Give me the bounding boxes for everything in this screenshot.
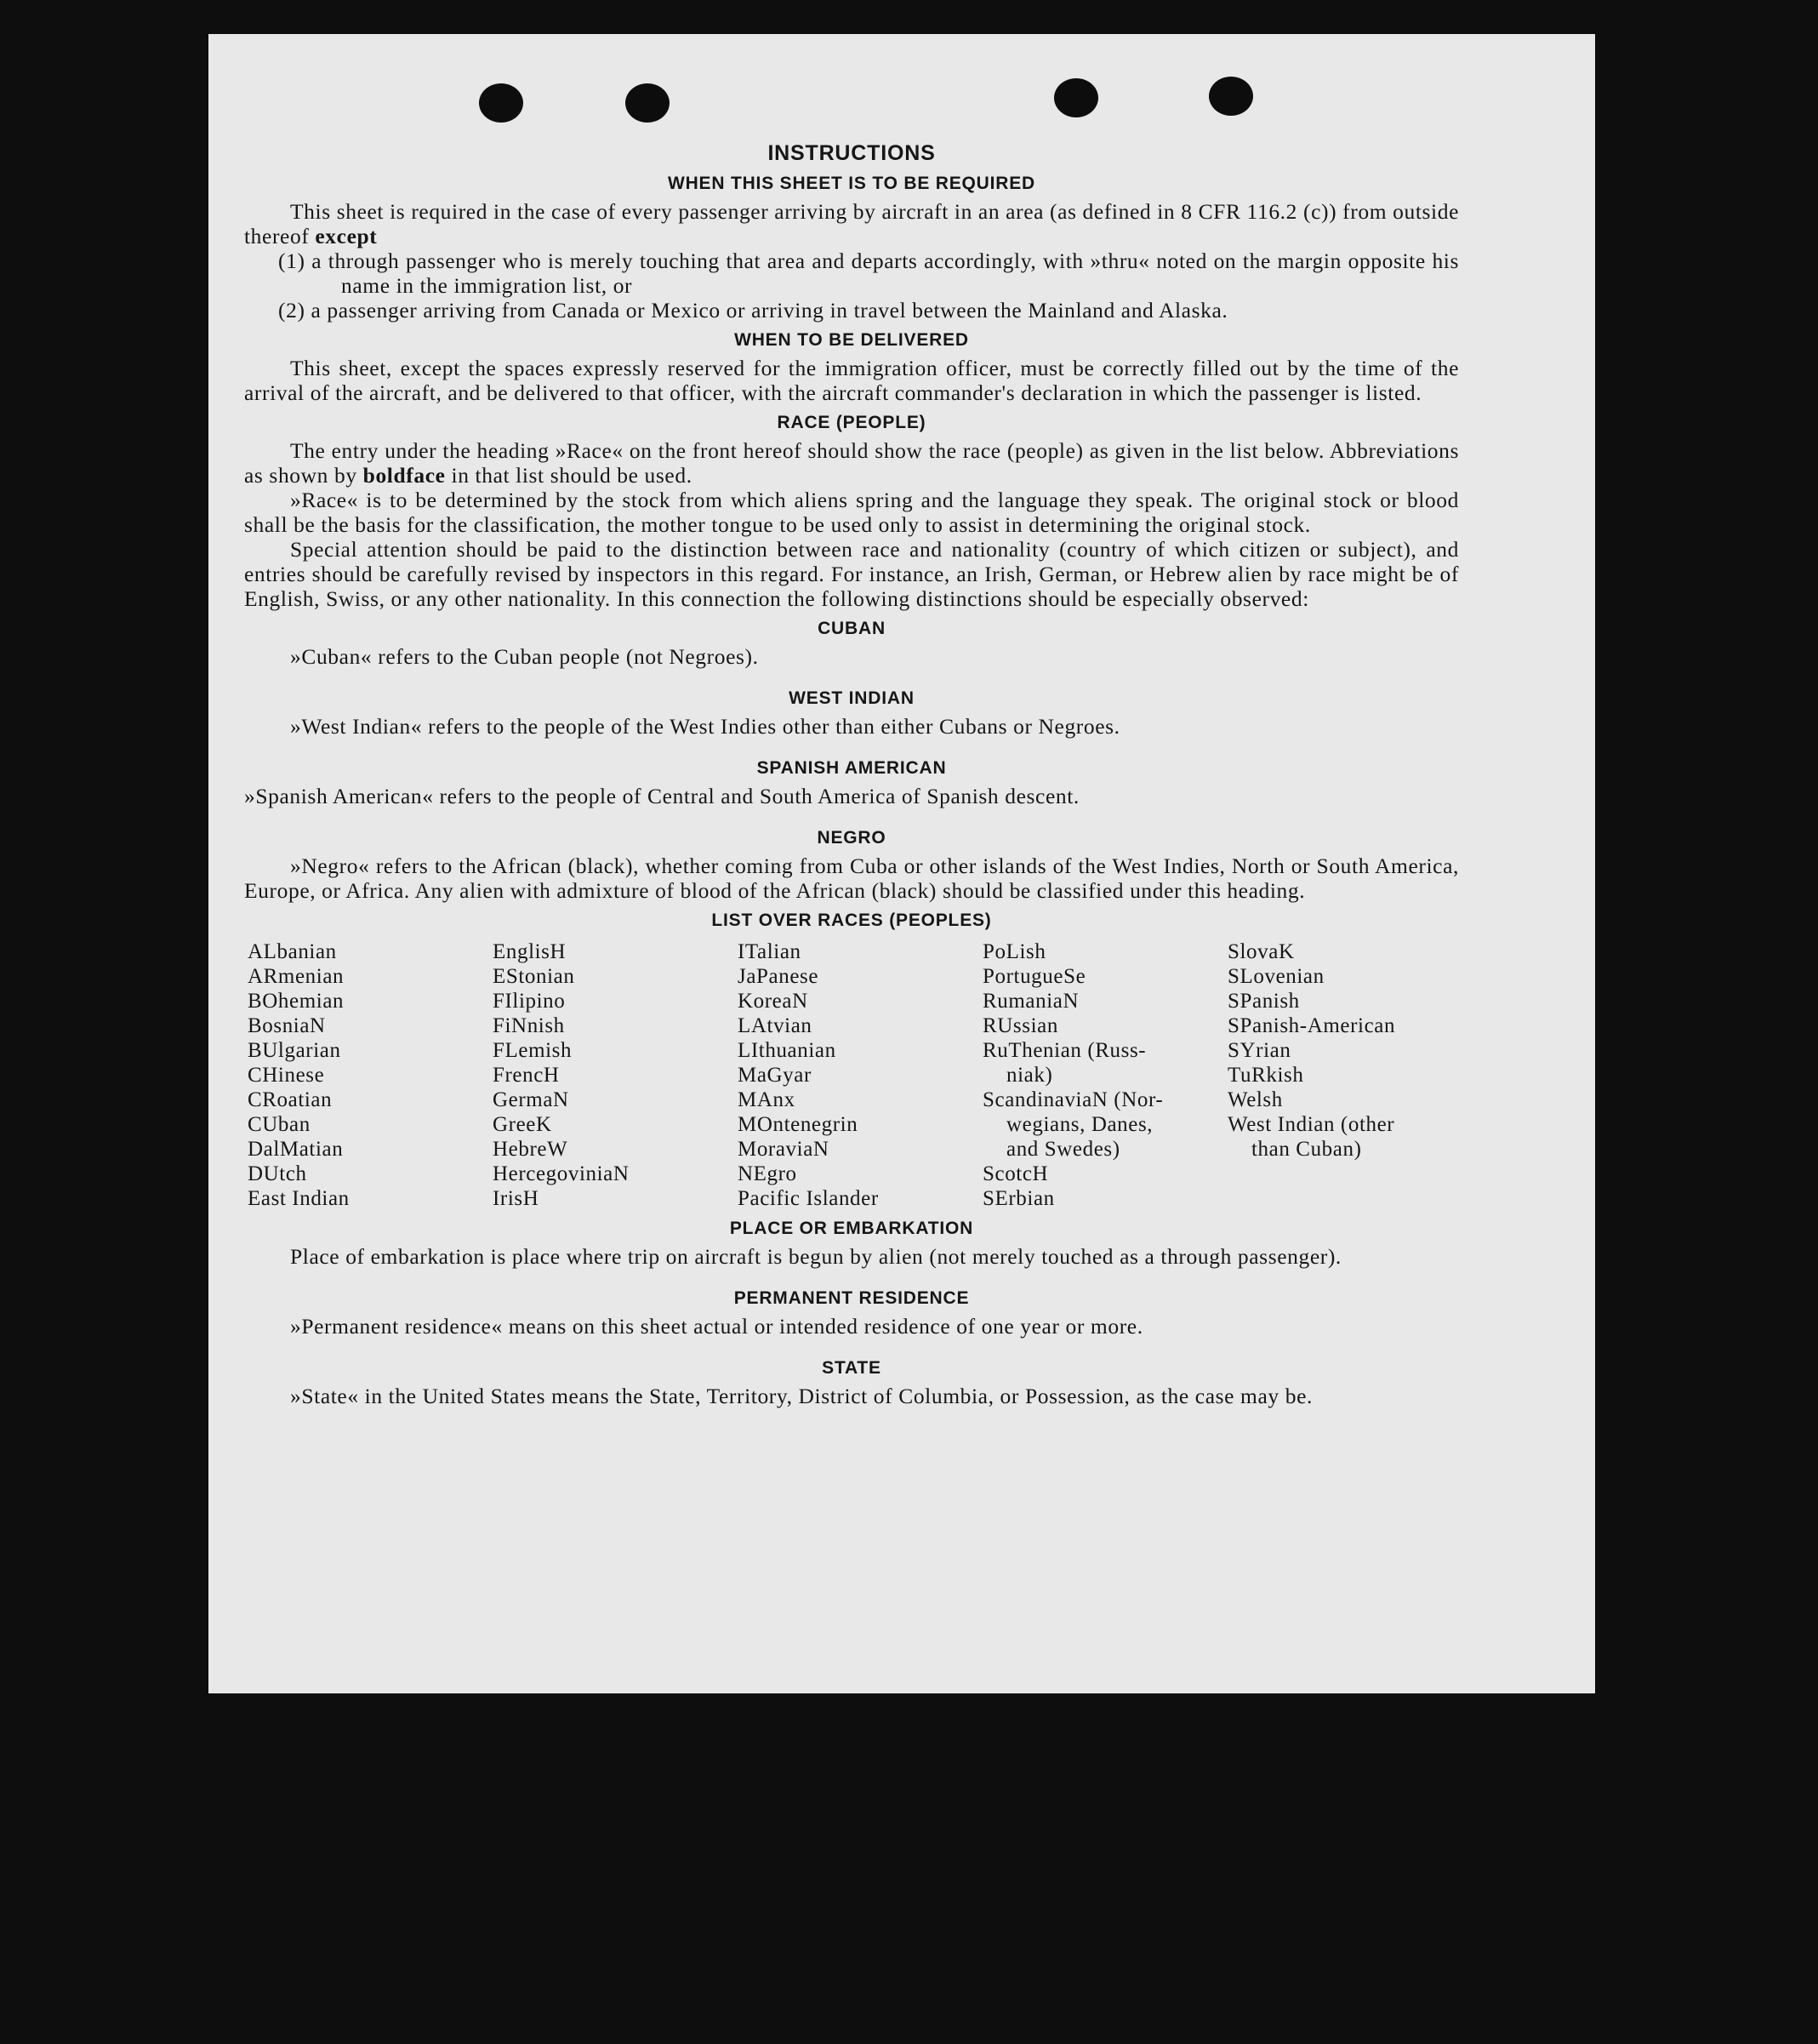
race-item: PortugueSe: [983, 965, 1086, 988]
paragraph: »Race« is to be determined by the stock from which aliens spring and the language they speak. The original stock or blood shall be the basis for the classification, the mother tongue to be used only to assist in determining the original stock.: [244, 488, 1459, 537]
section-heading: WHEN THIS SHEET IS TO BE REQUIRED: [667, 174, 1036, 193]
race-item: TuRkish: [1228, 1064, 1304, 1087]
section-heading: PERMANENT RESIDENCE: [733, 1288, 970, 1308]
race-item: IrisH: [493, 1187, 539, 1210]
race-item: RuThenian (Russ-: [983, 1039, 1147, 1062]
race-list: [248, 939, 1459, 1211]
race-item: HercegovinіaN: [493, 1162, 630, 1185]
race-item: East Indian: [248, 1187, 350, 1210]
paragraph: »Cuban« refers to the Cuban people (not Negroes).: [290, 644, 759, 669]
race-column: [493, 939, 738, 1211]
race-item: and Swedes): [1006, 1138, 1120, 1161]
race-item: NEgro: [738, 1162, 797, 1185]
race-item: SlovaK: [1228, 940, 1295, 963]
page-title: INSTRUCTIONS: [767, 141, 936, 165]
race-item: ScandinaviaN (Nor-: [983, 1088, 1164, 1111]
race-item: KoreaN: [738, 990, 808, 1013]
race-item: Pacific Islander: [738, 1187, 879, 1210]
race-item: DUtch: [248, 1162, 307, 1185]
race-item: BUlgarian: [248, 1039, 341, 1062]
section-heading: NEGRO: [817, 828, 886, 848]
race-item: MOntenegrin: [738, 1113, 858, 1136]
race-item: SYrian: [1228, 1039, 1291, 1062]
paragraph: »Spanish American« refers to the people of Central and South America of Spanish descent.: [244, 784, 1080, 808]
punch-hole: [479, 83, 523, 123]
race-item: CHinese: [248, 1064, 325, 1087]
section-heading: CUBAN: [818, 619, 886, 638]
race-item: SPanish: [1228, 990, 1300, 1013]
race-item: wegians, Danes,: [1006, 1113, 1154, 1136]
race-item: SLovenian: [1228, 965, 1325, 988]
race-item: niak): [1006, 1064, 1053, 1087]
section-heading: STATE: [822, 1358, 881, 1378]
race-column: [248, 939, 493, 1211]
list-item: (2) a passenger arriving from Canada or Mexico or arriving in travel between the Mainland and Alaska.: [278, 298, 1228, 323]
race-item: West Indian (other: [1228, 1113, 1395, 1136]
punch-hole: [1054, 78, 1098, 117]
race-item: MAnx: [738, 1088, 795, 1111]
section-heading: SPANISH AMERICAN: [756, 758, 947, 778]
race-item: JaPanese: [738, 965, 819, 988]
race-item: DalMatian: [248, 1138, 344, 1161]
race-item: than Cuban): [1251, 1138, 1362, 1161]
race-item: PoLish: [983, 940, 1046, 963]
race-item: RumaniaN: [983, 990, 1080, 1013]
list-item: (1) a through passenger who is merely touching that area and departs accordingly, with »thru« noted on the margin opposite his name in the immigration list, or: [278, 248, 1459, 298]
race-item: GreeK: [493, 1113, 552, 1136]
race-item: FiNnish: [493, 1014, 565, 1037]
race-column: [1228, 939, 1473, 1211]
race-item: HebreW: [493, 1138, 568, 1161]
punch-hole: [625, 83, 670, 123]
paragraph: This sheet, except the spaces expressly reserved for the immigration officer, must be correctly filled out by the time of the arrival of the aircraft, and be delivered to that officer, with the aircraft commander's declaration in which the passenger is listed.: [244, 356, 1459, 405]
race-item: MaGyar: [738, 1064, 812, 1087]
race-item: LAtvian: [738, 1014, 812, 1037]
section-heading: LIST OVER RACES (PEOPLES): [711, 911, 992, 930]
section-heading: WEST INDIAN: [789, 688, 915, 708]
race-item: ITalian: [738, 940, 801, 963]
race-item: CUban: [248, 1113, 311, 1136]
paragraph: »West Indian« refers to the people of the West Indies other than either Cubans or Negroes.: [290, 714, 1120, 739]
race-item: ScotcH: [983, 1162, 1049, 1185]
paragraph: »Permanent residence« means on this sheet actual or intended residence of one year or more.: [290, 1314, 1143, 1339]
race-column: [983, 939, 1228, 1211]
race-item: MoraviaN: [738, 1138, 829, 1161]
section-heading: WHEN TO BE DELIVERED: [734, 330, 969, 350]
race-item: Welsh: [1228, 1088, 1283, 1111]
race-item: RUssian: [983, 1014, 1058, 1037]
document-sheet: [208, 34, 1595, 1693]
section-heading: PLACE OR EMBARKATION: [729, 1219, 974, 1238]
punch-hole: [1209, 77, 1253, 116]
race-item: BOhemian: [248, 990, 345, 1013]
paragraph: Special attention should be paid to the distinction between race and nationality (country of which citizen or subject), and entries should be carefully revised by inspectors in this regard. For instance, an Irish, German, or Hebrew alien by race might be of English, Swiss, or any other nationality. In this connection the following distinctions should be especially observed:: [244, 537, 1459, 611]
race-item: LIthuanian: [738, 1039, 836, 1062]
paragraph: The entry under the heading »Race« on the front hereof should show the race (people) as given in the list below. Abbreviations as shown by boldface in that list should be used.: [244, 438, 1459, 488]
section-heading: RACE (PEOPLE): [777, 413, 926, 432]
race-item: CRoatian: [248, 1088, 333, 1111]
race-item: EStonian: [493, 965, 575, 988]
race-item: FLemish: [493, 1039, 573, 1062]
race-item: FIlipino: [493, 990, 566, 1013]
race-item: SPanish-American: [1228, 1014, 1396, 1037]
race-item: EnglisH: [493, 940, 567, 963]
race-item: SErbian: [983, 1187, 1055, 1210]
paragraph: »State« in the United States means the State, Territory, District of Columbia, or Possession, as the case may be.: [290, 1384, 1313, 1408]
paragraph: This sheet is required in the case of every passenger arriving by aircraft in an area (as defined in 8 CFR 116.2 (c)) from outside thereof except: [244, 199, 1459, 248]
race-item: GermaN: [493, 1088, 569, 1111]
race-column: [738, 939, 983, 1211]
race-item: ALbanian: [248, 940, 337, 963]
race-item: FrencH: [493, 1064, 560, 1087]
paragraph: Place of embarkation is place where trip on aircraft is begun by alien (not merely touched as a through passenger).: [290, 1244, 1342, 1269]
race-item: ARmenian: [248, 965, 345, 988]
race-item: BosniaN: [248, 1014, 326, 1037]
paragraph: »Negro« refers to the African (black), whether coming from Cuba or other islands of the West Indies, North or South America, Europe, or Africa. Any alien with admixture of blood of the African (black) should be classified under this heading.: [244, 854, 1459, 903]
instructions-text: [244, 136, 1459, 1408]
